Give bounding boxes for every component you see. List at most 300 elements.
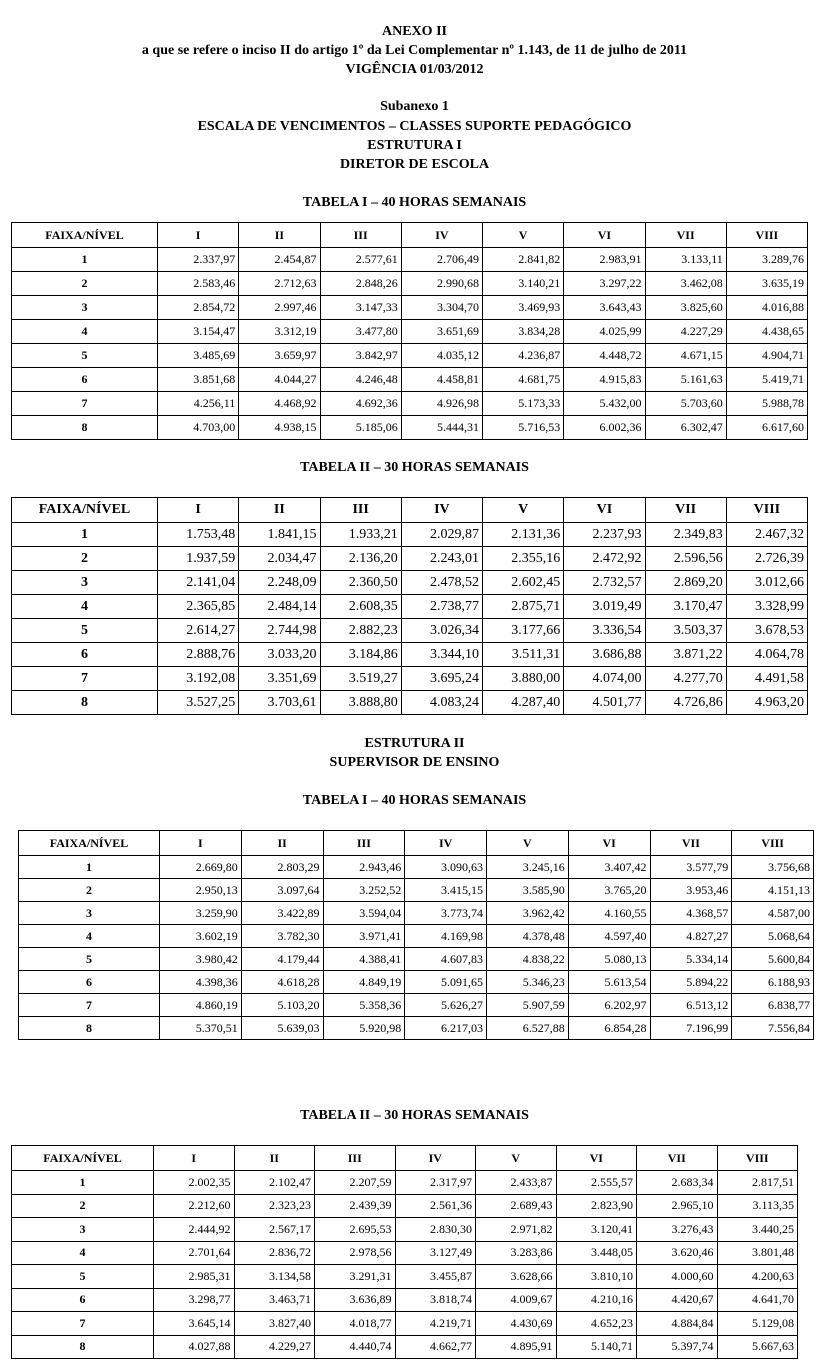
table-row	[12, 416, 808, 440]
salary-cell: 2.002,35	[154, 1171, 235, 1195]
salary-cell: 2.841,82	[483, 248, 564, 272]
salary-cell: 5.358,36	[323, 994, 405, 1017]
salary-cell: 3.455,87	[395, 1265, 476, 1289]
column-header-faixa-nivel: FAIXA/NÍVEL	[19, 831, 160, 856]
table-1-title: TABELA I – 40 HORAS SEMANAIS	[302, 195, 527, 210]
salary-cell: 3.463,71	[234, 1288, 315, 1312]
salary-cell: 3.134,58	[234, 1265, 315, 1289]
table-row	[12, 1241, 798, 1265]
salary-cell: 2.823,90	[556, 1194, 637, 1218]
salary-cell: 6.617,60	[726, 416, 807, 440]
column-header-faixa-nivel: FAIXA/NÍVEL	[12, 223, 158, 248]
faixa-cell: 7	[19, 994, 160, 1017]
table-row	[12, 619, 808, 643]
salary-cell: 2.237,93	[564, 523, 645, 547]
salary-cell: 4.018,77	[315, 1312, 396, 1336]
salary-cell: 2.472,92	[564, 547, 645, 571]
salary-cell: 2.243,01	[401, 547, 482, 571]
salary-cell: 3.245,16	[487, 856, 569, 879]
salary-cell: 4.438,65	[726, 320, 807, 344]
salary-cell: 5.626,27	[405, 994, 487, 1017]
salary-cell: 3.477,80	[320, 320, 401, 344]
salary-cell: 2.614,27	[158, 619, 239, 643]
faixa-cell: 1	[12, 1171, 154, 1195]
salary-cell: 3.448,05	[556, 1241, 637, 1265]
column-header-level: I	[154, 1146, 235, 1171]
salary-cell: 2.439,39	[315, 1194, 396, 1218]
salary-cell: 3.147,33	[320, 296, 401, 320]
salary-cell: 2.817,51	[717, 1171, 798, 1195]
salary-cell: 4.692,36	[320, 392, 401, 416]
salary-cell: 4.388,41	[323, 948, 405, 971]
annex-title: ANEXO II	[382, 24, 447, 39]
salary-cell: 2.983,91	[564, 248, 645, 272]
salary-cell: 5.639,03	[241, 1017, 323, 1040]
salary-cell: 3.276,43	[637, 1218, 718, 1242]
salary-cell: 5.920,98	[323, 1017, 405, 1040]
salary-cell: 7.556,84	[732, 1017, 814, 1040]
salary-cell: 3.519,27	[320, 667, 401, 691]
salary-cell: 3.140,21	[483, 272, 564, 296]
salary-cell: 4.860,19	[160, 994, 242, 1017]
salary-cell: 2.848,26	[320, 272, 401, 296]
salary-cell: 5.716,53	[483, 416, 564, 440]
salary-cell: 4.000,60	[637, 1265, 718, 1289]
salary-cell: 3.177,66	[483, 619, 564, 643]
salary-cell: 3.659,97	[239, 344, 320, 368]
faixa-cell: 2	[12, 1194, 154, 1218]
table-header-row	[12, 1146, 798, 1171]
salary-cell: 6.002,36	[564, 416, 645, 440]
salary-cell: 4.652,23	[556, 1312, 637, 1336]
salary-cell: 2.732,57	[564, 571, 645, 595]
salary-cell: 2.689,43	[476, 1194, 557, 1218]
salary-cell: 2.869,20	[645, 571, 726, 595]
salary-cell: 3.801,48	[717, 1241, 798, 1265]
salary-cell: 2.561,36	[395, 1194, 476, 1218]
salary-cell: 3.678,53	[726, 619, 807, 643]
column-header-level: I	[158, 223, 239, 248]
salary-cell: 4.926,98	[401, 392, 482, 416]
table-row	[12, 392, 808, 416]
faixa-cell: 6	[12, 368, 158, 392]
column-header-level: III	[323, 831, 405, 856]
table-row	[12, 595, 808, 619]
salary-cell: 3.842,97	[320, 344, 401, 368]
salary-cell: 2.669,80	[160, 856, 242, 879]
salary-cell: 3.469,93	[483, 296, 564, 320]
table-row	[12, 1312, 798, 1336]
structure-1-role: DIRETOR DE ESCOLA	[339, 157, 490, 172]
salary-cell: 3.012,66	[726, 571, 807, 595]
faixa-cell: 6	[12, 1288, 154, 1312]
salary-cell: 6.302,47	[645, 416, 726, 440]
salary-cell: 3.192,08	[158, 667, 239, 691]
salary-cell: 2.695,53	[315, 1218, 396, 1242]
salary-table-2	[11, 497, 808, 715]
column-header-level: V	[483, 498, 564, 523]
salary-cell: 5.091,65	[405, 971, 487, 994]
table-row	[12, 1194, 798, 1218]
column-header-level: II	[241, 831, 323, 856]
column-header-level: VII	[645, 223, 726, 248]
salary-scale-title: ESCALA DE VENCIMENTOS – CLASSES SUPORTE PEDAGÓGICO	[197, 119, 632, 134]
salary-cell: 3.283,86	[476, 1241, 557, 1265]
salary-cell: 3.635,19	[726, 272, 807, 296]
salary-cell: 4.884,84	[637, 1312, 718, 1336]
salary-cell: 3.090,63	[405, 856, 487, 879]
salary-cell: 3.851,68	[158, 368, 239, 392]
column-header-level: I	[158, 498, 239, 523]
salary-cell: 4.151,13	[732, 879, 814, 902]
salary-cell: 4.618,28	[241, 971, 323, 994]
salary-cell: 4.440,74	[315, 1335, 396, 1359]
salary-cell: 4.458,81	[401, 368, 482, 392]
salary-cell: 3.328,99	[726, 595, 807, 619]
table-row	[12, 344, 808, 368]
salary-cell: 3.344,10	[401, 643, 482, 667]
salary-cell: 3.980,42	[160, 948, 242, 971]
salary-cell: 2.360,50	[320, 571, 401, 595]
faixa-cell: 7	[12, 667, 158, 691]
table-row	[12, 272, 808, 296]
salary-cell: 3.503,37	[645, 619, 726, 643]
salary-cell: 3.415,15	[405, 879, 487, 902]
column-header-level: IV	[401, 498, 482, 523]
salary-cell: 4.398,36	[160, 971, 242, 994]
salary-cell: 2.726,39	[726, 547, 807, 571]
salary-cell: 3.810,10	[556, 1265, 637, 1289]
faixa-cell: 8	[12, 416, 158, 440]
salary-cell: 4.025,99	[564, 320, 645, 344]
faixa-cell: 2	[19, 879, 160, 902]
faixa-cell: 1	[12, 523, 158, 547]
salary-cell: 5.370,51	[160, 1017, 242, 1040]
table-header-row	[19, 831, 814, 856]
table-row	[12, 320, 808, 344]
salary-cell: 4.169,98	[405, 925, 487, 948]
salary-cell: 2.323,23	[234, 1194, 315, 1218]
salary-cell: 5.613,54	[568, 971, 650, 994]
salary-cell: 2.608,35	[320, 595, 401, 619]
salary-cell: 3.782,30	[241, 925, 323, 948]
column-header-level: V	[483, 223, 564, 248]
salary-cell: 3.304,70	[401, 296, 482, 320]
table-row	[12, 1265, 798, 1289]
salary-cell: 3.097,64	[241, 879, 323, 902]
faixa-cell: 5	[12, 344, 158, 368]
salary-cell: 4.246,48	[320, 368, 401, 392]
salary-cell: 5.129,08	[717, 1312, 798, 1336]
salary-cell: 2.882,23	[320, 619, 401, 643]
salary-cell: 3.827,40	[234, 1312, 315, 1336]
salary-cell: 4.074,00	[564, 667, 645, 691]
table-row	[12, 523, 808, 547]
salary-cell: 3.511,31	[483, 643, 564, 667]
salary-cell: 2.744,98	[239, 619, 320, 643]
salary-cell: 2.478,52	[401, 571, 482, 595]
salary-table-4	[11, 1145, 798, 1359]
salary-cell: 3.312,19	[239, 320, 320, 344]
salary-cell: 4.179,44	[241, 948, 323, 971]
salary-cell: 3.953,46	[650, 879, 732, 902]
salary-cell: 2.248,09	[239, 571, 320, 595]
faixa-cell: 2	[12, 272, 158, 296]
salary-cell: 5.600,84	[732, 948, 814, 971]
salary-cell: 3.184,86	[320, 643, 401, 667]
salary-cell: 3.485,69	[158, 344, 239, 368]
salary-cell: 6.513,12	[650, 994, 732, 1017]
salary-cell: 4.287,40	[483, 691, 564, 715]
salary-cell: 3.825,60	[645, 296, 726, 320]
salary-cell: 3.620,46	[637, 1241, 718, 1265]
salary-cell: 2.577,61	[320, 248, 401, 272]
salary-cell: 2.602,45	[483, 571, 564, 595]
salary-cell: 4.915,83	[564, 368, 645, 392]
salary-cell: 2.433,87	[476, 1171, 557, 1195]
salary-cell: 3.695,24	[401, 667, 482, 691]
column-header-level: VIII	[717, 1146, 798, 1171]
annex-reference: a que se refere o inciso II do artigo 1º da Lei Complementar nº 1.143, de 11 de julho de 2011	[141, 43, 688, 58]
column-header-level: VII	[650, 831, 732, 856]
faixa-cell: 2	[12, 547, 158, 571]
faixa-cell: 8	[19, 1017, 160, 1040]
salary-cell: 2.355,16	[483, 547, 564, 571]
salary-cell: 4.219,71	[395, 1312, 476, 1336]
column-header-faixa-nivel: FAIXA/NÍVEL	[12, 498, 158, 523]
faixa-cell: 6	[19, 971, 160, 994]
salary-cell: 3.834,28	[483, 320, 564, 344]
salary-cell: 3.133,11	[645, 248, 726, 272]
salary-cell: 2.583,46	[158, 272, 239, 296]
salary-cell: 2.965,10	[637, 1194, 718, 1218]
salary-cell: 2.034,47	[239, 547, 320, 571]
salary-cell: 4.009,67	[476, 1288, 557, 1312]
salary-cell: 1.937,59	[158, 547, 239, 571]
salary-cell: 3.289,76	[726, 248, 807, 272]
salary-cell: 2.701,64	[154, 1241, 235, 1265]
salary-cell: 3.298,77	[154, 1288, 235, 1312]
salary-cell: 4.210,16	[556, 1288, 637, 1312]
table-row	[12, 691, 808, 715]
salary-cell: 5.907,59	[487, 994, 569, 1017]
salary-cell: 3.336,54	[564, 619, 645, 643]
salary-cell: 2.971,82	[476, 1218, 557, 1242]
salary-cell: 3.888,80	[320, 691, 401, 715]
salary-cell: 5.103,20	[241, 994, 323, 1017]
salary-cell: 4.227,29	[645, 320, 726, 344]
table-row	[12, 643, 808, 667]
salary-cell: 2.207,59	[315, 1171, 396, 1195]
salary-cell: 3.585,90	[487, 879, 569, 902]
salary-cell: 4.378,48	[487, 925, 569, 948]
salary-cell: 5.173,33	[483, 392, 564, 416]
column-header-level: III	[315, 1146, 396, 1171]
salary-cell: 1.841,15	[239, 523, 320, 547]
faixa-cell: 1	[12, 248, 158, 272]
salary-cell: 3.651,69	[401, 320, 482, 344]
table-row	[12, 248, 808, 272]
salary-cell: 2.567,17	[234, 1218, 315, 1242]
salary-cell: 4.827,27	[650, 925, 732, 948]
salary-cell: 3.351,69	[239, 667, 320, 691]
salary-cell: 2.830,30	[395, 1218, 476, 1242]
column-header-level: VII	[645, 498, 726, 523]
salary-cell: 1.933,21	[320, 523, 401, 547]
salary-cell: 2.131,36	[483, 523, 564, 547]
salary-cell: 5.703,60	[645, 392, 726, 416]
table-row	[12, 1171, 798, 1195]
faixa-cell: 8	[12, 1335, 154, 1359]
table-row	[12, 1335, 798, 1359]
salary-cell: 3.120,41	[556, 1218, 637, 1242]
salary-cell: 4.607,83	[405, 948, 487, 971]
salary-cell: 2.836,72	[234, 1241, 315, 1265]
salary-cell: 3.871,22	[645, 643, 726, 667]
salary-cell: 3.291,31	[315, 1265, 396, 1289]
table-row	[12, 571, 808, 595]
salary-cell: 6.854,28	[568, 1017, 650, 1040]
salary-cell: 2.990,68	[401, 272, 482, 296]
salary-cell: 4.448,72	[564, 344, 645, 368]
salary-cell: 5.432,00	[564, 392, 645, 416]
column-header-level: VIII	[732, 831, 814, 856]
column-header-level: VIII	[726, 498, 807, 523]
salary-cell: 7.196,99	[650, 1017, 732, 1040]
salary-cell: 4.368,57	[650, 902, 732, 925]
salary-cell: 4.236,87	[483, 344, 564, 368]
table-row	[19, 925, 814, 948]
column-header-level: III	[320, 498, 401, 523]
salary-cell: 3.440,25	[717, 1218, 798, 1242]
salary-cell: 2.706,49	[401, 248, 482, 272]
table-row	[19, 948, 814, 971]
salary-cell: 3.407,42	[568, 856, 650, 879]
salary-cell: 2.141,04	[158, 571, 239, 595]
salary-cell: 5.068,64	[732, 925, 814, 948]
salary-cell: 2.854,72	[158, 296, 239, 320]
column-header-level: VII	[637, 1146, 718, 1171]
salary-cell: 3.971,41	[323, 925, 405, 948]
table-row	[12, 368, 808, 392]
salary-cell: 3.127,49	[395, 1241, 476, 1265]
table-header-row	[12, 223, 808, 248]
salary-cell: 4.277,70	[645, 667, 726, 691]
salary-cell: 4.938,15	[239, 416, 320, 440]
salary-cell: 3.645,14	[154, 1312, 235, 1336]
salary-cell: 4.726,86	[645, 691, 726, 715]
faixa-cell: 5	[19, 948, 160, 971]
salary-cell: 4.064,78	[726, 643, 807, 667]
salary-cell: 2.997,46	[239, 296, 320, 320]
salary-cell: 3.026,34	[401, 619, 482, 643]
structure-2-label: ESTRUTURA II	[364, 736, 465, 751]
structure-2-role: SUPERVISOR DE ENSINO	[329, 755, 500, 770]
salary-cell: 4.681,75	[483, 368, 564, 392]
faixa-cell: 4	[12, 1241, 154, 1265]
table-row	[12, 547, 808, 571]
column-header-faixa-nivel: FAIXA/NÍVEL	[12, 1146, 154, 1171]
salary-cell: 2.596,56	[645, 547, 726, 571]
salary-cell: 2.978,56	[315, 1241, 396, 1265]
salary-cell: 3.602,19	[160, 925, 242, 948]
salary-cell: 3.962,42	[487, 902, 569, 925]
salary-cell: 6.188,93	[732, 971, 814, 994]
salary-cell: 4.035,12	[401, 344, 482, 368]
table-row	[19, 856, 814, 879]
salary-cell: 4.160,55	[568, 902, 650, 925]
salary-cell: 2.467,32	[726, 523, 807, 547]
salary-cell: 3.765,20	[568, 879, 650, 902]
faixa-cell: 3	[12, 296, 158, 320]
salary-cell: 3.422,89	[241, 902, 323, 925]
column-header-level: II	[239, 223, 320, 248]
salary-cell: 2.712,63	[239, 272, 320, 296]
faixa-cell: 3	[19, 902, 160, 925]
salary-cell: 3.259,90	[160, 902, 242, 925]
salary-cell: 4.430,69	[476, 1312, 557, 1336]
column-header-level: II	[234, 1146, 315, 1171]
subannex-label: Subanexo 1	[380, 99, 449, 114]
faixa-cell: 6	[12, 643, 158, 667]
salary-cell: 2.365,85	[158, 595, 239, 619]
salary-cell: 4.587,00	[732, 902, 814, 925]
salary-cell: 3.577,79	[650, 856, 732, 879]
salary-cell: 4.027,88	[154, 1335, 235, 1359]
salary-cell: 2.484,14	[239, 595, 320, 619]
salary-table-3	[18, 830, 814, 1040]
column-header-level: V	[487, 831, 569, 856]
salary-cell: 5.444,31	[401, 416, 482, 440]
annex-validity: VIGÊNCIA 01/03/2012	[345, 62, 484, 77]
structure-1-label: ESTRUTURA I	[367, 138, 462, 153]
salary-cell: 2.444,92	[154, 1218, 235, 1242]
salary-cell: 5.988,78	[726, 392, 807, 416]
salary-cell: 4.597,40	[568, 925, 650, 948]
table-row	[19, 971, 814, 994]
salary-cell: 4.016,88	[726, 296, 807, 320]
column-header-level: I	[160, 831, 242, 856]
salary-cell: 2.683,34	[637, 1171, 718, 1195]
column-header-level: VI	[556, 1146, 637, 1171]
salary-cell: 4.838,22	[487, 948, 569, 971]
salary-cell: 3.686,88	[564, 643, 645, 667]
salary-cell: 5.397,74	[637, 1335, 718, 1359]
salary-cell: 2.950,13	[160, 879, 242, 902]
salary-cell: 5.140,71	[556, 1335, 637, 1359]
salary-cell: 6.527,88	[487, 1017, 569, 1040]
salary-cell: 4.671,15	[645, 344, 726, 368]
faixa-cell: 5	[12, 619, 158, 643]
salary-cell: 3.628,66	[476, 1265, 557, 1289]
salary-cell: 3.113,35	[717, 1194, 798, 1218]
salary-cell: 2.212,60	[154, 1194, 235, 1218]
salary-cell: 4.083,24	[401, 691, 482, 715]
salary-cell: 4.895,91	[476, 1335, 557, 1359]
salary-table-1	[11, 222, 808, 440]
salary-cell: 4.501,77	[564, 691, 645, 715]
salary-cell: 2.888,76	[158, 643, 239, 667]
salary-cell: 6.217,03	[405, 1017, 487, 1040]
salary-cell: 1.753,48	[158, 523, 239, 547]
salary-cell: 5.161,63	[645, 368, 726, 392]
salary-cell: 2.317,97	[395, 1171, 476, 1195]
salary-cell: 3.880,00	[483, 667, 564, 691]
salary-cell: 3.033,20	[239, 643, 320, 667]
salary-cell: 2.985,31	[154, 1265, 235, 1289]
salary-cell: 3.643,43	[564, 296, 645, 320]
salary-cell: 4.229,27	[234, 1335, 315, 1359]
